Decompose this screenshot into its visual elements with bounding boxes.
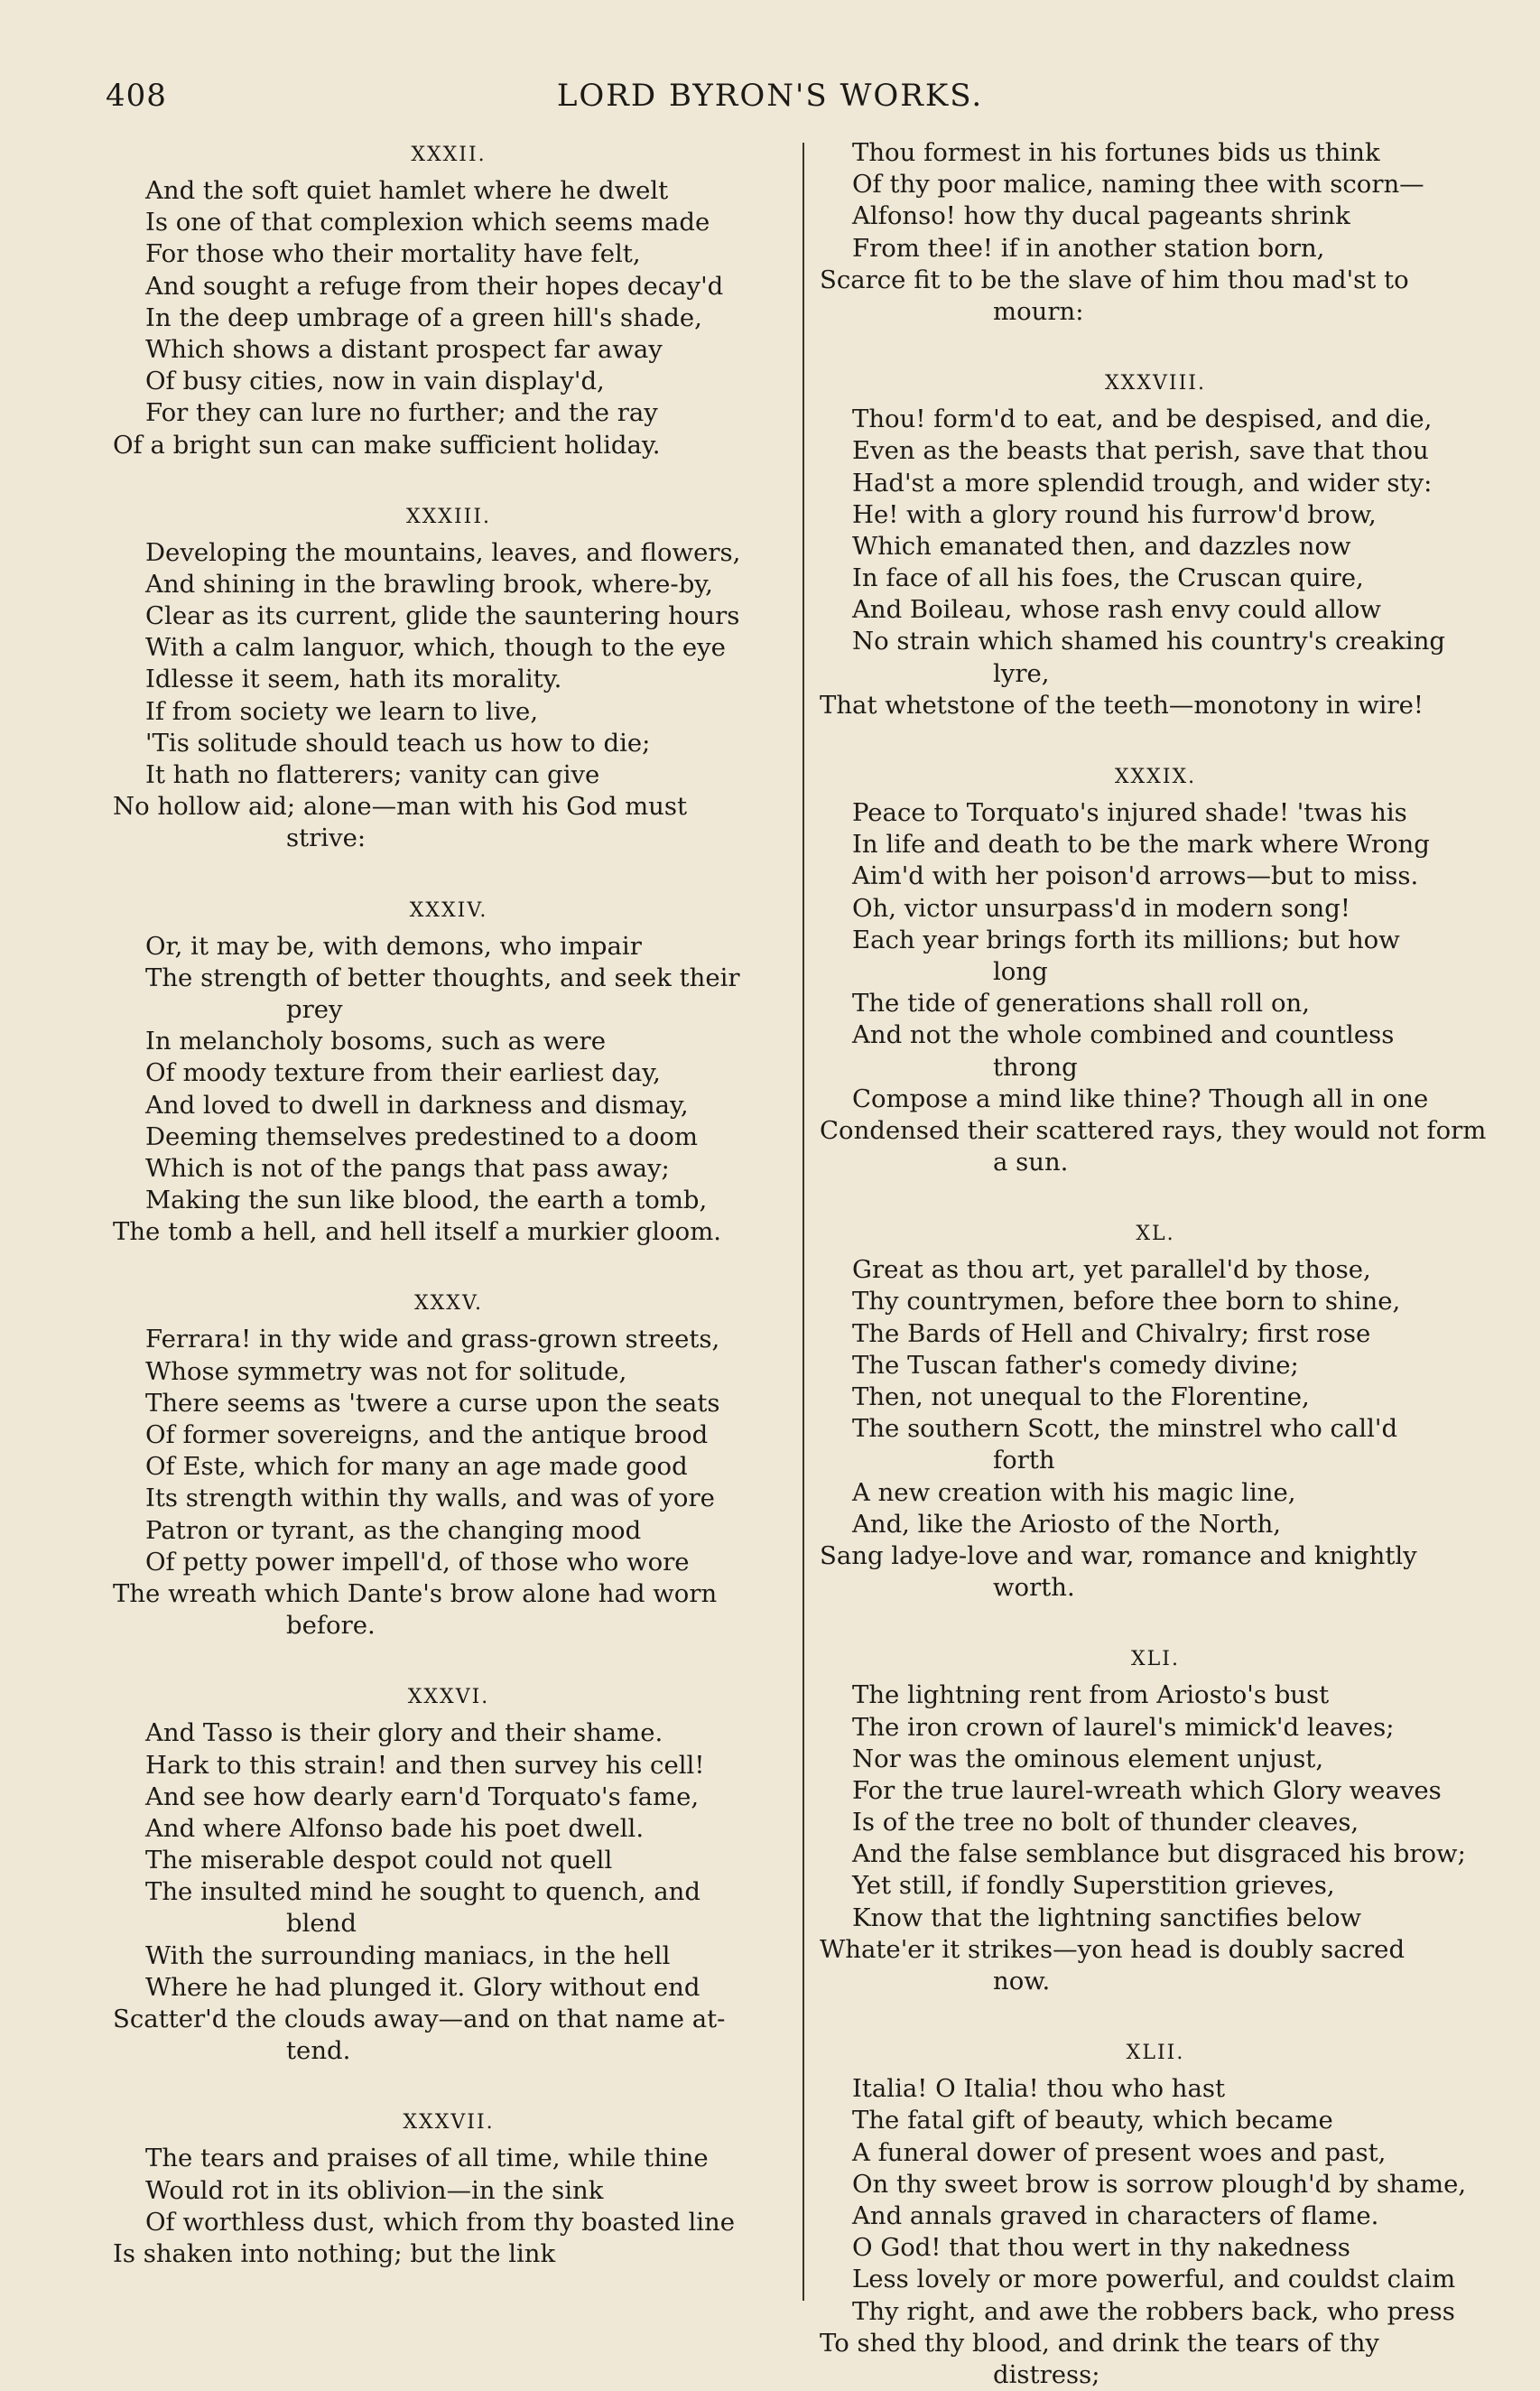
verse-line: Of worthless dust, which from thy boasted line [145, 2207, 736, 2237]
verse-line: Of a bright sun can make sufficient holiday. [113, 430, 661, 460]
verse-line: Whose symmetry was not for solitude, [145, 1356, 627, 1386]
verse-line: Making the sun like blood, the earth a tomb, [145, 1186, 708, 1215]
verse-line: In melancholy bosoms, such as were [145, 1027, 606, 1056]
verse-line: Scarce fit to be the slave of him thou mad'st to [820, 265, 1409, 294]
verse-line: Which shows a distant prospect far away [145, 334, 663, 364]
stanza [812, 2033, 1498, 2391]
verse-line: And sought a refuge from their hopes decay'd [145, 271, 724, 301]
verse-line: Know that the lightning sanctifies below [852, 1903, 1362, 1932]
verse-line: Hark to this strain! and then survey his cell! [145, 1750, 705, 1780]
verse-line: Had'st a more splendid trough, and wider sty: [852, 468, 1433, 498]
verse-line: Each year brings forth its millions; but how [852, 925, 1400, 954]
stanza-gap [106, 1642, 792, 1678]
verse-line: The Tuscan father's comedy divine; [852, 1350, 1299, 1380]
verse-line: mourn: [993, 296, 1084, 326]
verse-line: A new creation with his magic line, [852, 1477, 1296, 1507]
verse-line: strive: [286, 823, 366, 853]
verse-line: Deeming themselves predestined to a doom [145, 1121, 698, 1151]
verse-line: Italia! O Italia! thou who hast [852, 2074, 1226, 2104]
verse-line: It hath no flatterers; vanity can give [145, 760, 600, 789]
verse-line: On thy sweet brow is sorrow plough'd by shame, [852, 2169, 1467, 2199]
verse-line: Nor was the ominous element unjust, [852, 1744, 1324, 1773]
stanza-gap [106, 855, 792, 891]
verse-line: Developing the mountains, leaves, and flowers, [145, 537, 741, 567]
verse-line: Which emanated then, and dazzles now [852, 531, 1351, 561]
verse-line: The tomb a hell, and hell itself a murkier gloom. [113, 1217, 722, 1247]
verse-line: Yet still, if fondly Superstition grieves, [852, 1871, 1335, 1901]
verse-line: Great as thou art, yet parallel'd by those, [852, 1255, 1371, 1285]
verse-line: In the deep umbrage of a green hill's shade, [145, 302, 702, 332]
verse-line: Of former sovereigns, and the antique brood [145, 1420, 709, 1449]
stanza [812, 1214, 1498, 1604]
stanza [106, 498, 792, 855]
verse-line: The lightning rent from Ariosto's bust [852, 1680, 1330, 1710]
verse-line: Patron or tyrant, as the changing mood [145, 1515, 642, 1545]
verse-line: Idlesse it seem, hath its morality. [145, 665, 562, 694]
verse-line: For those who their mortality have felt, [145, 239, 641, 269]
verse-line: With the surrounding maniacs, in the hell [145, 1940, 671, 1970]
verse-line: And loved to dwell in darkness and dismay, [145, 1090, 689, 1120]
verse-line: In life and death to be the mark where Wrong [852, 830, 1430, 860]
verse-line: And the false semblance but disgraced his brow; [852, 1839, 1466, 1869]
stanza-number: XXXVIII. [1105, 372, 1206, 395]
stanza [106, 1284, 792, 1642]
verse-line: Or, it may be, with demons, who impair [145, 931, 642, 961]
stanza [106, 1678, 792, 2067]
stanza-number: XL. [1136, 1223, 1175, 1246]
verse-line: Compose a mind like thine? Though all in one [852, 1084, 1429, 1113]
verse-line: And see how dearly earn'd Torquato's fame, [145, 1782, 700, 1811]
verse-line: prey [286, 994, 343, 1024]
verse-line: a sun. [993, 1148, 1069, 1177]
right-column [812, 137, 1498, 2391]
stanza-number: XLII. [1126, 2042, 1185, 2065]
verse-line: before. [286, 1611, 376, 1641]
verse-line: In face of all his foes, the Cruscan quire, [852, 563, 1364, 593]
verse-line: O God! that thou wert in thy nakedness [852, 2233, 1350, 2263]
verse-line: The tears and praises of all time, while thine [145, 2144, 709, 2173]
stanza-number: XXXIX. [1114, 766, 1197, 788]
verse-line: And shining in the brawling brook, where-by, [145, 569, 713, 599]
verse-line: now. [993, 1967, 1051, 1996]
stanza [812, 137, 1498, 328]
stanza-number: XXXIII. [405, 505, 492, 528]
stanza [106, 891, 792, 1249]
verse-line: blend [286, 1909, 357, 1939]
verse-line: Aim'd with her poison'd arrows—but to miss. [852, 861, 1419, 891]
verse-line: Sang ladye-love and war, romance and knightly [820, 1540, 1417, 1570]
verse-line: With a calm languor, which, though to the eye [145, 633, 726, 663]
page-header [0, 78, 1540, 123]
verse-line: There seems as 'twere a curse upon the seats [145, 1388, 720, 1418]
verse-line: Of thy poor malice, naming thee with scorn— [852, 170, 1424, 200]
stanza-number: XXXVII. [403, 2111, 495, 2135]
verse-line: And Tasso is their glory and their shame. [145, 1718, 663, 1748]
stanza-number: XLI. [1131, 1648, 1180, 1671]
verse-line: Thy countrymen, before thee born to shine, [852, 1287, 1401, 1316]
verse-line: The fatal gift of beauty, which became [852, 2106, 1333, 2135]
verse-line: No hollow aid; alone—man with his God must [113, 792, 688, 822]
verse-line: Whate'er it strikes—yon head is doubly sacred [820, 1934, 1405, 1964]
verse-line: Where he had plunged it. Glory without end [145, 1972, 700, 2002]
verse-line: No strain which shamed his country's creaking [852, 627, 1446, 656]
verse-line: The insulted mind he sought to quench, and [145, 1877, 700, 1907]
verse-line: The tide of generations shall roll on, [852, 989, 1310, 1019]
verse-line: And where Alfonso bade his poet dwell. [145, 1813, 645, 1843]
stanza [812, 758, 1498, 1178]
stanza-gap [812, 1604, 1498, 1640]
verse-line: Even as the beasts that perish, save that thou [852, 436, 1429, 466]
verse-line: lyre, [993, 658, 1050, 688]
verse-line: Thou formest in his fortunes bids us think [852, 138, 1380, 167]
verse-line: A funeral dower of present woes and past, [852, 2137, 1387, 2167]
stanza-gap [106, 1248, 792, 1284]
stanza-gap [106, 2067, 792, 2103]
verse-line: Clear as its current, glide the sauntering hours [145, 601, 740, 631]
verse-line: And annals graved in characters of flame. [852, 2200, 1379, 2230]
stanza [106, 2103, 792, 2270]
verse-line: Scatter'd the clouds away—and on that name at- [113, 2005, 726, 2033]
verse-line: forth [993, 1446, 1055, 1475]
verse-line: Thou! form'd to eat, and be despised, and die, [852, 405, 1433, 434]
verse-line: If from society we learn to live, [145, 696, 539, 726]
verse-line: For they can lure no further; and the ray [145, 398, 658, 428]
verse-line: Oh, victor unsurpass'd in modern song! [852, 893, 1350, 923]
verse-line: The southern Scott, the minstrel who call'd [852, 1414, 1398, 1444]
verse-line: The strength of better thoughts, and seek their [145, 963, 740, 992]
verse-line: Then, not unequal to the Florentine, [852, 1382, 1310, 1411]
verse-line: And not the whole combined and countless [852, 1020, 1395, 1050]
stanza [812, 1640, 1498, 1997]
verse-line: distress; [993, 2359, 1100, 2389]
verse-line: worth. [993, 1573, 1075, 1603]
verse-line: Is shaken into nothing; but the link [113, 2238, 556, 2268]
verse-line: Peace to Torquato's injured shade! 'twas his [852, 798, 1407, 827]
verse-line: Thy right, and awe the robbers back, who press [852, 2296, 1455, 2326]
verse-line: Of Este, which for many an age made good [145, 1452, 688, 1482]
verse-line: The wreath which Dante's brow alone had worn [113, 1578, 718, 1608]
verse-line: throng [993, 1052, 1078, 1082]
column-divider [802, 143, 804, 2301]
stanza-gap [812, 1997, 1498, 2033]
verse-line: From thee! if in another station born, [852, 233, 1325, 263]
stanza-number: XXXVI. [407, 1686, 490, 1709]
stanza-gap [812, 1178, 1498, 1214]
verse-line: 'Tis solitude should teach us how to die; [145, 728, 651, 758]
verse-line: Is of the tree no bolt of thunder cleaves, [852, 1808, 1359, 1837]
verse-line: long [993, 956, 1048, 986]
stanza [812, 364, 1498, 721]
verse-line: Alfonso! how thy ducal pageants shrink [852, 201, 1350, 231]
verse-line: Which is not of the pangs that pass away; [145, 1153, 670, 1183]
verse-line: Condensed their scattered rays, they would not form [820, 1115, 1487, 1145]
verse-line: tend. [286, 2036, 351, 2066]
verse-line: He! with a glory round his furrow'd brow, [852, 499, 1377, 529]
verse-line: And Boileau, whose rash envy could allow [852, 595, 1381, 625]
running-title: LORD BYRON'S WORKS. [556, 78, 984, 114]
verse-line: For the true laurel-wreath which Glory weaves [852, 1775, 1442, 1805]
stanza-number: XXXII. [411, 144, 487, 166]
page-number: 408 [106, 78, 167, 114]
verse-line: And the soft quiet hamlet where he dwelt [145, 176, 669, 205]
stanza-gap [812, 721, 1498, 758]
stanza-number: XXXIV. [409, 898, 488, 922]
stanza-number: XXXV. [413, 1292, 484, 1316]
verse-line: And, like the Ariosto of the North, [852, 1509, 1282, 1539]
verse-line: The miserable despot could not quell [145, 1846, 613, 1875]
verse-line: Would rot in its oblivion—in the sink [145, 2175, 604, 2205]
verse-line: That whetstone of the teeth—monotony in wire! [820, 690, 1424, 720]
verse-line: Of busy cities, now in vain display'd, [145, 367, 605, 396]
verse-line: Of moody texture from their earliest day, [145, 1058, 661, 1088]
verse-line: Of petty power impell'd, of those who wore [145, 1547, 690, 1577]
verse-line: Is one of that complexion which seems made [145, 208, 710, 237]
verse-line: The iron crown of laurel's mimick'd leaves; [852, 1712, 1395, 1742]
verse-line: Less lovely or more powerful, and couldst claim [852, 2265, 1456, 2294]
verse-line: Ferrara! in thy wide and grass-grown streets, [145, 1325, 720, 1354]
verse-line: Its strength within thy walls, and was of yore [145, 1484, 715, 1513]
verse-line: The Bards of Hell and Chivalry; first rose [852, 1318, 1371, 1348]
stanza [106, 135, 792, 461]
left-column [106, 135, 792, 2270]
stanza-gap [106, 461, 792, 498]
verse-line: To shed thy blood, and drink the tears of thy [820, 2328, 1379, 2358]
stanza-gap [812, 328, 1498, 364]
